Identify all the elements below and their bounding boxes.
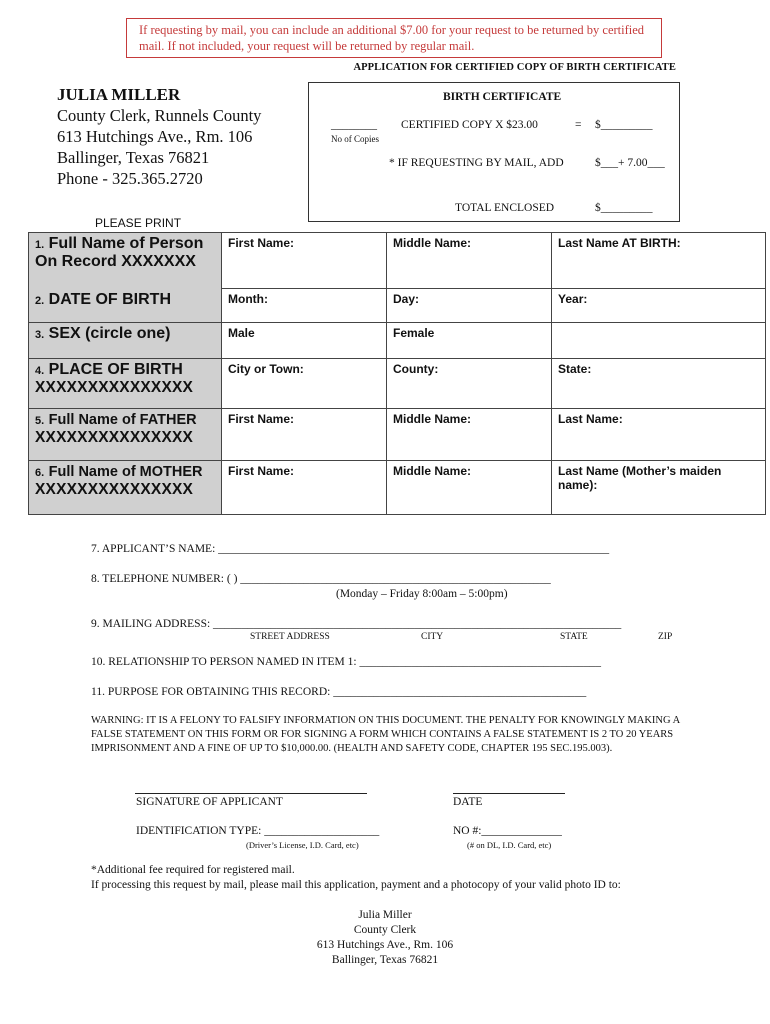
row-label-text: Full Name of Person (48, 235, 204, 252)
mail-fee-label: * IF REQUESTING BY MAIL, ADD (389, 157, 564, 169)
mother-middle-name-cell[interactable]: Middle Name: (387, 461, 552, 515)
year-cell[interactable]: Year: (552, 289, 766, 323)
last-name-at-birth-cell[interactable]: Last Name AT BIRTH: (552, 233, 766, 289)
identification-type-field[interactable]: IDENTIFICATION TYPE: ____________________ (136, 825, 380, 837)
table-row (29, 233, 766, 289)
row-number: 6. (35, 467, 45, 479)
fee-heading: BIRTH CERTIFICATE (443, 91, 562, 103)
applicant-name-field[interactable]: 7. APPLICANT’S NAME: ____________________________________________________________________ (91, 543, 610, 555)
copies-field[interactable]: ________ (331, 119, 377, 131)
fee-box (308, 82, 680, 222)
table-row (29, 461, 766, 515)
identification-type-hint: (Driver’s License, I.D. Card, etc) (246, 840, 359, 850)
date-label: DATE (453, 796, 483, 808)
certified-copy-label: CERTIFIED COPY X $23.00 (401, 119, 538, 131)
mailing-address-block (0, 908, 770, 968)
registered-mail-note: *Additional fee required for registered mail. (91, 864, 295, 876)
row-number: 1. (35, 239, 45, 251)
clerk-name: JULIA MILLER (57, 85, 181, 104)
mail-fee-amount: $___+ 7.00___ (595, 157, 665, 169)
table-row (29, 289, 766, 323)
father-middle-name-cell[interactable]: Middle Name: (387, 409, 552, 461)
row-number: 2. (35, 294, 45, 307)
table-row (29, 323, 766, 359)
table-row (29, 359, 766, 409)
equals-sign: = (575, 119, 582, 131)
row-number: 3. (35, 329, 45, 341)
row-label-text: SEX (circle one) (48, 325, 171, 342)
date-line[interactable] (453, 793, 565, 794)
county-cell[interactable]: County: (387, 359, 552, 409)
row-label (29, 233, 222, 289)
address-title: County Clerk (353, 924, 417, 936)
row-label-text-2: XXXXXXXXXXXXXXX (35, 429, 194, 446)
purpose-field[interactable]: 11. PURPOSE FOR OBTAINING THIS RECORD: ____________________________________________ (91, 686, 587, 698)
telephone-hours: (Monday – Friday 8:00am – 5:00pm) (336, 588, 508, 600)
sex-male-option[interactable]: Male (222, 323, 387, 359)
street-address-caption: STREET ADDRESS (250, 632, 330, 642)
signature-label: SIGNATURE OF APPLICANT (136, 796, 283, 808)
id-number-field[interactable]: NO #:______________ (453, 825, 562, 837)
clerk-address: 613 Hutchings Ave., Rm. 106 (57, 127, 253, 146)
row-number: 4. (35, 365, 45, 377)
total-amount-field[interactable]: $_________ (595, 202, 653, 214)
row-label-text-2: XXXXXXXXXXXXXXX (35, 481, 194, 498)
row-label-text: DATE OF BIRTH (48, 290, 171, 308)
row-label (29, 359, 222, 409)
mother-first-name-cell[interactable]: First Name: (222, 461, 387, 515)
month-cell[interactable]: Month: (222, 289, 387, 323)
mail-notice: If requesting by mail, you can include an additional $7.00 for your request to be returned by certified mail. If not included, your request will be returned by regular mail. (126, 18, 662, 58)
row-label-text: PLACE OF BIRTH (48, 361, 183, 378)
state-cell[interactable]: State: (552, 359, 766, 409)
middle-name-cell[interactable]: Middle Name: (387, 233, 552, 289)
clerk-phone: Phone - 325.365.2720 (57, 169, 203, 188)
certified-amount-field[interactable]: $_________ (595, 119, 653, 131)
table-row (29, 409, 766, 461)
father-first-name-cell[interactable]: First Name: (222, 409, 387, 461)
mail-instructions: If processing this request by mail, please mail this application, payment and a photocopy of your valid photo ID to: (91, 879, 621, 891)
address-city: Ballinger, Texas 76821 (331, 954, 439, 966)
address-name: Julia Miller (358, 909, 412, 921)
zip-caption: ZIP (658, 632, 673, 642)
footer-notes (91, 863, 621, 893)
relationship-field[interactable]: 10. RELATIONSHIP TO PERSON NAMED IN ITEM 1: __________________________________________ (91, 656, 601, 668)
sex-female-option[interactable]: Female (387, 323, 552, 359)
day-cell[interactable]: Day: (387, 289, 552, 323)
felony-warning: WARNING: IT IS A FELONY TO FALSIFY INFORMATION ON THIS DOCUMENT. THE PENALTY FOR KNOWINGLY MAKING A FALSE STATEMENT ON THIS FORM OR FOR SIGNING A FORM WHICH CONTAINS A FALSE STATEMENT IS 2 TO 20 YEARS IMPRISONMENT AND A FINE OF UP TO $10,000.00. (HEALTH AND SAFETY CODE, CHAPTER 195 SEC.195.003). (91, 715, 680, 754)
row-number: 5. (35, 415, 45, 427)
please-print: PLEASE PRINT (95, 216, 182, 230)
row-label (29, 409, 222, 461)
address-street: 613 Hutchings Ave., Rm. 106 (316, 939, 454, 951)
mother-maiden-name-cell[interactable]: Last Name (Mother’s maiden name): (552, 461, 766, 515)
row-label-text: Full Name of MOTHER (48, 464, 203, 480)
telephone-field[interactable]: 8. TELEPHONE NUMBER: ( ) ______________________________________________________ (91, 573, 551, 585)
record-table (28, 232, 766, 515)
clerk-block (57, 84, 261, 189)
row-label-text-2: XXXXXXXXXXXXXXX (35, 379, 194, 396)
copies-label: No of Copies (331, 134, 379, 144)
father-last-name-cell[interactable]: Last Name: (552, 409, 766, 461)
clerk-city: Ballinger, Texas 76821 (57, 148, 210, 167)
state-caption: STATE (560, 632, 588, 642)
sex-empty-cell (552, 323, 766, 359)
city-caption: CITY (421, 632, 444, 642)
total-label: TOTAL ENCLOSED (455, 202, 555, 214)
row-label (29, 461, 222, 515)
first-name-cell[interactable]: First Name: (222, 233, 387, 289)
city-cell[interactable]: City or Town: (222, 359, 387, 409)
signature-line[interactable] (135, 793, 367, 794)
row-label-text: Full Name of FATHER (48, 412, 197, 428)
row-label (29, 289, 222, 323)
clerk-title: County Clerk, Runnels County (57, 106, 262, 125)
mailing-address-field[interactable]: 9. MAILING ADDRESS: _______________________________________________________________________ (91, 618, 622, 630)
row-label (29, 323, 222, 359)
application-title: APPLICATION FOR CERTIFIED COPY OF BIRTH CERTIFICATE (353, 62, 676, 73)
row-label-text-2: On Record XXXXXXX (35, 253, 196, 270)
id-number-hint: (# on DL, I.D. Card, etc) (467, 840, 552, 850)
